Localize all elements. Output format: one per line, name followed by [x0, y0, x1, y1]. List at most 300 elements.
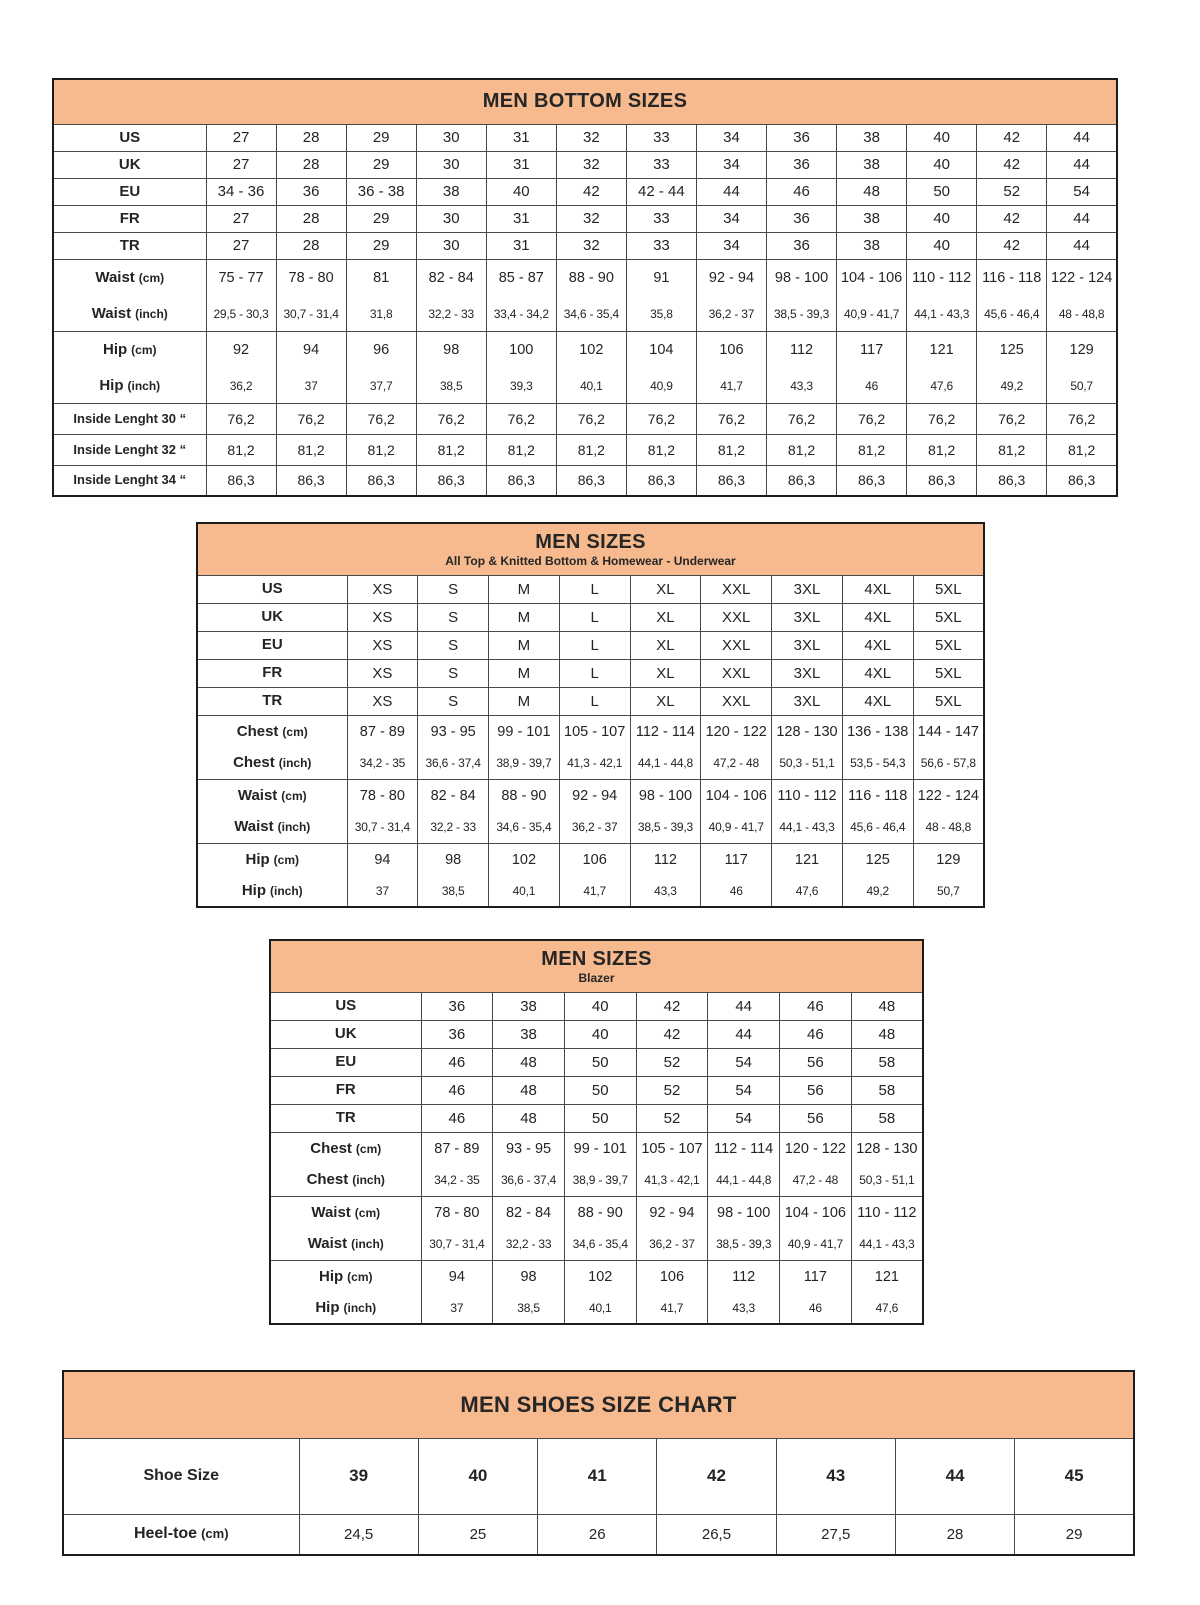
- value-cell: 104 - 106: [780, 1196, 852, 1229]
- table-row: [53, 205, 1117, 232]
- row-label-unit: (cm): [281, 788, 307, 803]
- value-cell: 50,3 - 51,1: [851, 1165, 923, 1196]
- table-title: MEN BOTTOM SIZES: [482, 90, 688, 113]
- value-cell: 37: [421, 1293, 493, 1324]
- row-label: [63, 1514, 299, 1555]
- table-row: [270, 1293, 923, 1324]
- value-cell: 42: [657, 1438, 776, 1514]
- value-cell: 44,1 - 43,3: [851, 1229, 923, 1260]
- value-cell: 121: [851, 1260, 923, 1293]
- value-cell: 44: [895, 1438, 1014, 1514]
- value-cell: XXL: [701, 575, 772, 603]
- table-header: [63, 1371, 1134, 1438]
- table-header-row: [197, 523, 984, 575]
- row-label-text: EU: [261, 636, 283, 653]
- value-cell: 120 - 122: [701, 715, 772, 748]
- value-cell: 40: [564, 992, 636, 1020]
- table-row: [270, 1260, 923, 1293]
- row-label-text: Waist: [311, 1203, 351, 1221]
- value-cell: 44: [1047, 232, 1117, 259]
- row-label: [270, 1132, 421, 1165]
- value-cell: 98: [416, 331, 486, 369]
- row-label-unit: (cm): [138, 271, 165, 286]
- row-label-unit: (inch): [135, 306, 168, 321]
- value-cell: 47,6: [851, 1293, 923, 1324]
- value-cell: 3XL: [772, 603, 843, 631]
- row-label-unit: (inch): [270, 884, 303, 898]
- value-cell: 98 - 100: [630, 779, 701, 812]
- value-cell: 43: [776, 1438, 895, 1514]
- row-label-unit: (cm): [273, 852, 299, 867]
- value-cell: 36,6 - 37,4: [418, 748, 489, 779]
- value-cell: 54: [1047, 178, 1117, 205]
- value-cell: 33: [626, 124, 696, 151]
- value-cell: 92 - 94: [696, 259, 766, 297]
- row-label-unit: (cm): [201, 1526, 229, 1542]
- row-label-text: Inside Lenght 32 “: [73, 441, 187, 457]
- value-cell: 41,7: [559, 876, 630, 907]
- value-cell: 105 - 107: [559, 715, 630, 748]
- row-label-text: Hip: [315, 1299, 340, 1316]
- row-label-text: UK: [118, 155, 141, 173]
- value-cell: 48: [493, 1048, 565, 1076]
- value-cell: 116 - 118: [842, 779, 913, 812]
- table-row: [270, 992, 923, 1020]
- value-cell: 88 - 90: [556, 259, 626, 297]
- value-cell: 81,2: [556, 434, 626, 465]
- value-cell: 40: [418, 1438, 537, 1514]
- row-label-text: Chest: [236, 722, 279, 740]
- value-cell: 32,2 - 33: [418, 812, 489, 843]
- value-cell: 86,3: [626, 465, 696, 496]
- value-cell: 47,2 - 48: [701, 748, 772, 779]
- value-cell: 93 - 95: [418, 715, 489, 748]
- value-cell: 120 - 122: [780, 1132, 852, 1165]
- value-cell: 110 - 112: [907, 259, 977, 297]
- value-cell: 27: [206, 124, 276, 151]
- value-cell: 44: [1047, 151, 1117, 178]
- row-label: [53, 369, 206, 403]
- value-cell: 48: [493, 1076, 565, 1104]
- row-label-text: Inside Lenght 34 “: [73, 472, 187, 488]
- value-cell: 36 - 38: [346, 178, 416, 205]
- value-cell: 128 - 130: [851, 1132, 923, 1165]
- row-label-text: Waist: [91, 304, 132, 322]
- table-row: [270, 1165, 923, 1196]
- value-cell: 121: [772, 843, 843, 876]
- value-cell: 46: [421, 1048, 493, 1076]
- value-cell: 76,2: [276, 403, 346, 434]
- value-cell: 94: [276, 331, 346, 369]
- value-cell: 40: [907, 124, 977, 151]
- row-label: [197, 603, 347, 631]
- value-cell: 98 - 100: [767, 259, 837, 297]
- value-cell: 112 - 114: [630, 715, 701, 748]
- value-cell: 33: [626, 232, 696, 259]
- value-cell: 5XL: [913, 687, 984, 715]
- table-row: [197, 876, 984, 907]
- row-label-text: Waist: [234, 818, 274, 836]
- value-cell: 92: [206, 331, 276, 369]
- value-cell: M: [489, 603, 560, 631]
- value-cell: 44: [1047, 124, 1117, 151]
- value-cell: 38,9 - 39,7: [489, 748, 560, 779]
- row-label-unit: (cm): [354, 1205, 381, 1220]
- value-cell: 48: [493, 1104, 565, 1132]
- value-cell: 34: [696, 232, 766, 259]
- value-cell: 26,5: [657, 1514, 776, 1555]
- table-row: [197, 687, 984, 715]
- value-cell: 86,3: [416, 465, 486, 496]
- value-cell: 76,2: [1047, 403, 1117, 434]
- value-cell: 46: [701, 876, 772, 907]
- value-cell: 106: [559, 843, 630, 876]
- table-row: [53, 331, 1117, 369]
- value-cell: 42: [636, 1020, 708, 1048]
- value-cell: 136 - 138: [842, 715, 913, 748]
- row-label-text: Shoe Size: [143, 1467, 220, 1484]
- value-cell: 56: [780, 1076, 852, 1104]
- table-row: [53, 434, 1117, 465]
- value-cell: 38,5 - 39,3: [630, 812, 701, 843]
- value-cell: 34,2 - 35: [421, 1165, 493, 1196]
- row-label-text: Hip: [318, 1267, 344, 1285]
- row-label-unit: (inch): [351, 1237, 384, 1252]
- value-cell: 36: [767, 124, 837, 151]
- value-cell: 81,2: [626, 434, 696, 465]
- value-cell: 32: [556, 151, 626, 178]
- value-cell: 34,6 - 35,4: [564, 1229, 636, 1260]
- row-label: [53, 297, 206, 331]
- value-cell: 81,2: [416, 434, 486, 465]
- value-cell: 42: [977, 232, 1047, 259]
- row-label: [197, 779, 347, 812]
- row-label-text: TR: [119, 236, 140, 254]
- value-cell: XL: [630, 603, 701, 631]
- row-label-unit: (inch): [352, 1173, 385, 1188]
- value-cell: 81,2: [1047, 434, 1117, 465]
- table-row: [53, 178, 1117, 205]
- row-label: [270, 1076, 421, 1104]
- table-row: [53, 232, 1117, 259]
- value-cell: 92 - 94: [559, 779, 630, 812]
- row-label: [197, 876, 347, 907]
- value-cell: L: [559, 687, 630, 715]
- row-label-text: FR: [262, 664, 283, 681]
- table-row: [270, 1104, 923, 1132]
- value-cell: 78 - 80: [421, 1196, 493, 1229]
- value-cell: 42: [977, 151, 1047, 178]
- value-cell: M: [489, 659, 560, 687]
- value-cell: 44: [696, 178, 766, 205]
- value-cell: 48 - 48,8: [1047, 297, 1117, 331]
- value-cell: 46: [421, 1076, 493, 1104]
- row-label: [197, 843, 347, 876]
- value-cell: 82 - 84: [418, 779, 489, 812]
- value-cell: L: [559, 631, 630, 659]
- value-cell: 46: [421, 1104, 493, 1132]
- value-cell: 36,2 - 37: [636, 1229, 708, 1260]
- value-cell: 26: [538, 1514, 657, 1555]
- value-cell: 53,5 - 54,3: [842, 748, 913, 779]
- row-label-text: TR: [262, 692, 283, 709]
- value-cell: 40: [907, 151, 977, 178]
- value-cell: 3XL: [772, 687, 843, 715]
- row-label-text: Waist: [237, 786, 278, 804]
- value-cell: 117: [701, 843, 772, 876]
- value-cell: 98: [493, 1260, 565, 1293]
- value-cell: XXL: [701, 687, 772, 715]
- value-cell: 96: [346, 331, 416, 369]
- value-cell: 3XL: [772, 575, 843, 603]
- row-label-text: US: [119, 128, 141, 146]
- value-cell: 34: [696, 124, 766, 151]
- row-label-text: Chest: [306, 1171, 349, 1189]
- value-cell: 81,2: [486, 434, 556, 465]
- row-label: [53, 124, 206, 151]
- value-cell: 76,2: [486, 403, 556, 434]
- row-label-text: Waist: [95, 269, 135, 287]
- row-label-unit: (inch): [343, 1301, 377, 1315]
- value-cell: 99 - 101: [489, 715, 560, 748]
- row-label: [53, 232, 206, 259]
- value-cell: S: [418, 575, 489, 603]
- value-cell: 88 - 90: [564, 1196, 636, 1229]
- value-cell: M: [489, 575, 560, 603]
- table-header: [53, 79, 1117, 124]
- value-cell: 43,3: [767, 369, 837, 403]
- value-cell: 76,2: [977, 403, 1047, 434]
- table-row: [270, 1020, 923, 1048]
- value-cell: 27,5: [776, 1514, 895, 1555]
- value-cell: 34,6 - 35,4: [489, 812, 560, 843]
- value-cell: 42: [977, 205, 1047, 232]
- value-cell: S: [418, 603, 489, 631]
- value-cell: 39,3: [486, 369, 556, 403]
- value-cell: XS: [347, 575, 418, 603]
- value-cell: 29: [346, 124, 416, 151]
- row-label: [270, 1260, 421, 1293]
- value-cell: 40: [907, 205, 977, 232]
- table-row: [270, 1076, 923, 1104]
- value-cell: 54: [708, 1104, 780, 1132]
- value-cell: 76,2: [907, 403, 977, 434]
- value-cell: 36,2 - 37: [696, 297, 766, 331]
- value-cell: XL: [630, 631, 701, 659]
- value-cell: 44: [708, 992, 780, 1020]
- table-title: MEN SHOES SIZE CHART: [460, 1392, 737, 1418]
- value-cell: 117: [837, 331, 907, 369]
- value-cell: 29: [1015, 1514, 1134, 1555]
- value-cell: 81,2: [346, 434, 416, 465]
- value-cell: 92 - 94: [636, 1196, 708, 1229]
- value-cell: 5XL: [913, 631, 984, 659]
- value-cell: 91: [626, 259, 696, 297]
- value-cell: 31,8: [346, 297, 416, 331]
- value-cell: 52: [636, 1104, 708, 1132]
- table-row: [53, 297, 1117, 331]
- value-cell: 38,5: [493, 1293, 565, 1324]
- row-label-unit: (cm): [131, 343, 157, 358]
- table-row: [53, 124, 1117, 151]
- men-sizes-top-table: [196, 522, 985, 908]
- row-label: [53, 403, 206, 434]
- table-header-row: [63, 1371, 1134, 1438]
- value-cell: 76,2: [556, 403, 626, 434]
- row-label: [270, 1229, 421, 1260]
- value-cell: 75 - 77: [206, 259, 276, 297]
- table-row: [53, 259, 1117, 297]
- value-cell: XL: [630, 575, 701, 603]
- value-cell: 49,2: [842, 876, 913, 907]
- row-label-text: EU: [335, 1053, 357, 1070]
- table-row: [63, 1438, 1134, 1514]
- value-cell: 112: [767, 331, 837, 369]
- value-cell: 116 - 118: [977, 259, 1047, 297]
- value-cell: 30: [416, 205, 486, 232]
- value-cell: 46: [767, 178, 837, 205]
- row-label-text: Hip: [99, 376, 124, 394]
- table-subtitle: All Top & Knitted Bottom & Homewear - Underwear: [445, 553, 736, 568]
- value-cell: XS: [347, 687, 418, 715]
- value-cell: 76,2: [626, 403, 696, 434]
- table-row: [270, 1132, 923, 1165]
- value-cell: 37: [276, 369, 346, 403]
- row-label: [197, 812, 347, 843]
- table-row: [197, 715, 984, 748]
- row-label: [270, 1165, 421, 1196]
- value-cell: 4XL: [842, 603, 913, 631]
- value-cell: 38,5: [418, 876, 489, 907]
- value-cell: 45: [1015, 1438, 1134, 1514]
- value-cell: 81: [346, 259, 416, 297]
- table-title: MEN SIZES: [541, 947, 652, 970]
- row-label: [197, 631, 347, 659]
- value-cell: 106: [696, 331, 766, 369]
- value-cell: 36: [767, 205, 837, 232]
- value-cell: 33: [626, 205, 696, 232]
- value-cell: 49,2: [977, 369, 1047, 403]
- value-cell: XS: [347, 659, 418, 687]
- value-cell: 32: [556, 124, 626, 151]
- value-cell: 52: [636, 1076, 708, 1104]
- row-label: [53, 259, 206, 297]
- value-cell: 50: [564, 1076, 636, 1104]
- value-cell: 81,2: [767, 434, 837, 465]
- value-cell: 81,2: [206, 434, 276, 465]
- row-label: [53, 151, 206, 178]
- value-cell: 129: [1047, 331, 1117, 369]
- value-cell: 42 - 44: [626, 178, 696, 205]
- row-label-unit: (inch): [277, 820, 311, 835]
- value-cell: XL: [630, 687, 701, 715]
- value-cell: 38: [416, 178, 486, 205]
- row-label-text: Hip: [241, 882, 266, 899]
- value-cell: 52: [977, 178, 1047, 205]
- value-cell: 38,5: [416, 369, 486, 403]
- row-label: [197, 575, 347, 603]
- row-label: [197, 715, 347, 748]
- value-cell: 34 - 36: [206, 178, 276, 205]
- value-cell: 44,1 - 44,8: [708, 1165, 780, 1196]
- value-cell: 86,3: [276, 465, 346, 496]
- row-label: [63, 1438, 299, 1514]
- value-cell: 86,3: [206, 465, 276, 496]
- value-cell: 28: [276, 124, 346, 151]
- value-cell: 81,2: [977, 434, 1047, 465]
- value-cell: 86,3: [486, 465, 556, 496]
- value-cell: S: [418, 631, 489, 659]
- row-label: [197, 748, 347, 779]
- value-cell: 102: [564, 1260, 636, 1293]
- value-cell: 32: [556, 205, 626, 232]
- value-cell: 44: [1047, 205, 1117, 232]
- row-label-text: UK: [261, 608, 284, 625]
- value-cell: M: [489, 631, 560, 659]
- value-cell: 36,2 - 37: [559, 812, 630, 843]
- value-cell: 40: [564, 1020, 636, 1048]
- value-cell: 54: [708, 1048, 780, 1076]
- value-cell: 28: [895, 1514, 1014, 1555]
- row-label: [270, 1293, 421, 1324]
- value-cell: 46: [837, 369, 907, 403]
- value-cell: 112: [630, 843, 701, 876]
- row-label-text: US: [335, 997, 357, 1014]
- value-cell: 48: [837, 178, 907, 205]
- value-cell: 81,2: [696, 434, 766, 465]
- men-shoes-size-chart-table: [62, 1370, 1135, 1556]
- table-row: [270, 1196, 923, 1229]
- row-label: [53, 205, 206, 232]
- value-cell: 30: [416, 232, 486, 259]
- value-cell: 34,2 - 35: [347, 748, 418, 779]
- value-cell: 36,6 - 37,4: [493, 1165, 565, 1196]
- value-cell: 125: [977, 331, 1047, 369]
- value-cell: 42: [636, 992, 708, 1020]
- value-cell: 30: [416, 124, 486, 151]
- value-cell: 122 - 124: [913, 779, 984, 812]
- value-cell: 4XL: [842, 687, 913, 715]
- value-cell: 36: [421, 992, 493, 1020]
- row-label: [270, 1048, 421, 1076]
- value-cell: 43,3: [630, 876, 701, 907]
- value-cell: 32,2 - 33: [416, 297, 486, 331]
- value-cell: 50: [564, 1048, 636, 1076]
- value-cell: 3XL: [772, 659, 843, 687]
- value-cell: 76,2: [837, 403, 907, 434]
- value-cell: 34: [696, 205, 766, 232]
- value-cell: 30,7 - 31,4: [276, 297, 346, 331]
- value-cell: 27: [206, 232, 276, 259]
- value-cell: 112: [708, 1260, 780, 1293]
- value-cell: 40,1: [489, 876, 560, 907]
- table-header: [270, 940, 923, 992]
- value-cell: 86,3: [907, 465, 977, 496]
- value-cell: 36: [276, 178, 346, 205]
- value-cell: 44,1 - 44,8: [630, 748, 701, 779]
- value-cell: 104: [626, 331, 696, 369]
- row-label: [270, 992, 421, 1020]
- value-cell: 76,2: [346, 403, 416, 434]
- row-label-text: US: [261, 580, 283, 597]
- row-label-text: FR: [335, 1081, 356, 1098]
- table-row: [197, 812, 984, 843]
- value-cell: 56: [780, 1048, 852, 1076]
- row-label-text: FR: [119, 209, 140, 227]
- value-cell: 30,7 - 31,4: [421, 1229, 493, 1260]
- value-cell: 78 - 80: [276, 259, 346, 297]
- value-cell: 110 - 112: [772, 779, 843, 812]
